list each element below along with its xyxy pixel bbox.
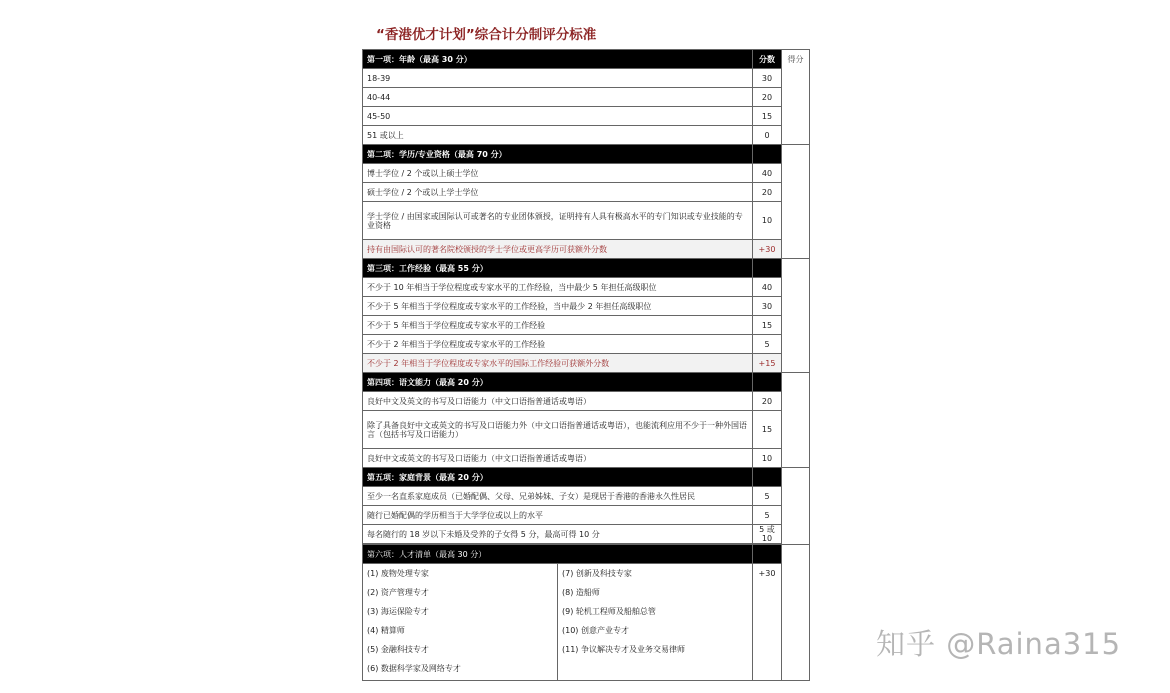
table-row bbox=[363, 449, 810, 468]
criterion-score: 15 bbox=[753, 316, 782, 335]
criterion-label: 不少于 5 年相当于学位程度或专家水平的工作经验，当中最少 2 年担任高级职位 bbox=[363, 297, 753, 316]
got-cell bbox=[782, 487, 810, 506]
got-cell bbox=[782, 525, 810, 544]
table-row bbox=[363, 316, 810, 335]
table-row bbox=[363, 126, 810, 145]
talent-item: (7) 创新及科技专家 bbox=[562, 569, 632, 578]
talent-item: (3) 海运保险专才 bbox=[367, 607, 429, 616]
got-cell bbox=[782, 392, 810, 411]
talent-list-right bbox=[558, 564, 753, 681]
got-cell bbox=[782, 411, 810, 449]
criterion-score: 5 bbox=[753, 487, 782, 506]
got-cell bbox=[782, 183, 810, 202]
talent-item: (2) 资产管理专才 bbox=[367, 588, 429, 597]
got-cell bbox=[782, 202, 810, 240]
talent-row bbox=[363, 564, 810, 681]
got-cell bbox=[782, 69, 810, 88]
criterion-label: 随行已婚配偶的学历相当于大学学位或以上的水平 bbox=[363, 506, 753, 525]
criterion-score: 5 bbox=[753, 506, 782, 525]
got-cell bbox=[782, 240, 810, 259]
criterion-score: 10 bbox=[753, 202, 782, 240]
got-cell bbox=[782, 88, 810, 107]
got-cell bbox=[782, 506, 810, 525]
bonus-row bbox=[363, 354, 810, 373]
got-cell bbox=[782, 335, 810, 354]
talent-list-left bbox=[363, 564, 558, 681]
section-header: 第六项：人才清单（最高 30 分） bbox=[363, 545, 753, 564]
criterion-score: 0 bbox=[753, 126, 782, 145]
got-cell bbox=[782, 449, 810, 468]
scoring-document bbox=[362, 22, 810, 681]
criterion-label: 18-39 bbox=[363, 69, 753, 88]
got-cell bbox=[782, 164, 810, 183]
criterion-score: 20 bbox=[753, 88, 782, 107]
criterion-label: 博士学位 / 2 个或以上硕士学位 bbox=[363, 164, 753, 183]
section-header-row bbox=[363, 468, 810, 487]
criterion-label: 45-50 bbox=[363, 107, 753, 126]
table-row bbox=[363, 506, 810, 525]
criterion-score: +15 bbox=[753, 354, 782, 373]
got-cell bbox=[782, 564, 810, 681]
got-cell bbox=[782, 354, 810, 373]
score-column-header: 分数 bbox=[753, 50, 782, 69]
talent-item: (10) 创意产业专才 bbox=[562, 626, 629, 635]
got-cell bbox=[782, 297, 810, 316]
table-row bbox=[363, 69, 810, 88]
criterion-label: 不少于 2 年相当于学位程度或专家水平的国际工作经验可获额外分数 bbox=[363, 354, 753, 373]
section-header-row bbox=[363, 373, 810, 392]
section-header: 第一项：年龄（最高 30 分） bbox=[363, 50, 753, 69]
criterion-score: 20 bbox=[753, 183, 782, 202]
talent-item: (6) 数据科学家及网络专才 bbox=[367, 664, 461, 673]
got-cell bbox=[782, 107, 810, 126]
criterion-score: 20 bbox=[753, 392, 782, 411]
criterion-label: 硕士学位 / 2 个或以上学士学位 bbox=[363, 183, 753, 202]
criterion-score: +30 bbox=[753, 564, 782, 681]
scoring-table bbox=[362, 49, 810, 544]
criterion-label: 51 或以上 bbox=[363, 126, 753, 145]
got-cell bbox=[782, 126, 810, 145]
table-row bbox=[363, 411, 810, 449]
section-header: 第五项：家庭背景（最高 20 分） bbox=[363, 468, 753, 487]
table-row bbox=[363, 164, 810, 183]
talent-item: (5) 金融科技专才 bbox=[367, 645, 429, 654]
table-row bbox=[363, 183, 810, 202]
section-header-row bbox=[363, 50, 810, 69]
section-header-row bbox=[363, 145, 810, 164]
zhihu-watermark: 知乎 @Raina315 bbox=[876, 627, 1122, 661]
section-header: 第二项：学历/专业资格（最高 70 分） bbox=[363, 145, 753, 164]
criterion-score: 5 或 10 bbox=[753, 525, 782, 544]
criterion-score: 30 bbox=[753, 69, 782, 88]
table-row bbox=[363, 487, 810, 506]
criterion-score: 15 bbox=[753, 107, 782, 126]
section-header-row bbox=[363, 259, 810, 278]
talent-item: (4) 精算师 bbox=[367, 626, 405, 635]
table-row bbox=[363, 107, 810, 126]
criterion-score: 30 bbox=[753, 297, 782, 316]
talent-item: (1) 废物处理专家 bbox=[367, 569, 429, 578]
criterion-score: 15 bbox=[753, 411, 782, 449]
criterion-score: 40 bbox=[753, 278, 782, 297]
table-row bbox=[363, 335, 810, 354]
criterion-label: 每名随行的 18 岁以下未婚及受养的子女得 5 分，最高可得 10 分 bbox=[363, 525, 753, 544]
bonus-row bbox=[363, 240, 810, 259]
talent-item: (11) 争议解决专才及业务交易律师 bbox=[562, 645, 685, 654]
got-cell bbox=[782, 278, 810, 297]
criterion-label: 良好中文及英文的书写及口语能力（中文口语指普通话或粤语） bbox=[363, 392, 753, 411]
section-header: 第四项：语文能力（最高 20 分） bbox=[363, 373, 753, 392]
table-row bbox=[363, 202, 810, 240]
criterion-label: 学士学位 / 由国家或国际认可或著名的专业团体颁授，证明持有人具有极高水平的专门知识或专业技能的专业资格 bbox=[363, 202, 753, 240]
table-row bbox=[363, 297, 810, 316]
document-title: “香港优才计划”综合计分制评分标准 bbox=[376, 27, 597, 43]
criterion-score: 10 bbox=[753, 449, 782, 468]
criterion-label: 持有由国际认可的著名院校颁授的学士学位或更高学历可获额外分数 bbox=[363, 240, 753, 259]
criterion-label: 除了具备良好中文或英文的书写及口语能力外（中文口语指普通话或粤语），也能流利应用不少于一种外国语言（包括书写及口语能力） bbox=[363, 411, 753, 449]
talent-item: (9) 轮机工程师及船舶总管 bbox=[562, 607, 656, 616]
criterion-label: 良好中文或英文的书写及口语能力（中文口语指普通话或粤语） bbox=[363, 449, 753, 468]
table-row bbox=[363, 525, 810, 544]
table-row bbox=[363, 88, 810, 107]
criterion-score: 40 bbox=[753, 164, 782, 183]
talent-table bbox=[362, 544, 810, 681]
table-row bbox=[363, 278, 810, 297]
criterion-label: 不少于 5 年相当于学位程度或专家水平的工作经验 bbox=[363, 316, 753, 335]
section-header: 第三项：工作经验（最高 55 分） bbox=[363, 259, 753, 278]
criterion-label: 40-44 bbox=[363, 88, 753, 107]
section-header-row bbox=[363, 545, 810, 564]
criterion-score: +30 bbox=[753, 240, 782, 259]
criterion-label: 不少于 2 年相当于学位程度或专家水平的工作经验 bbox=[363, 335, 753, 354]
table-row bbox=[363, 392, 810, 411]
got-column-header: 得分 bbox=[782, 50, 810, 69]
criterion-label: 至少一名直系家庭成员（已婚配偶、父母、兄弟姊妹、子女）是现居于香港的香港永久性居民 bbox=[363, 487, 753, 506]
criterion-label: 不少于 10 年相当于学位程度或专家水平的工作经验，当中最少 5 年担任高级职位 bbox=[363, 278, 753, 297]
criterion-score: 5 bbox=[753, 335, 782, 354]
got-cell bbox=[782, 316, 810, 335]
talent-item: (8) 造船师 bbox=[562, 588, 600, 597]
